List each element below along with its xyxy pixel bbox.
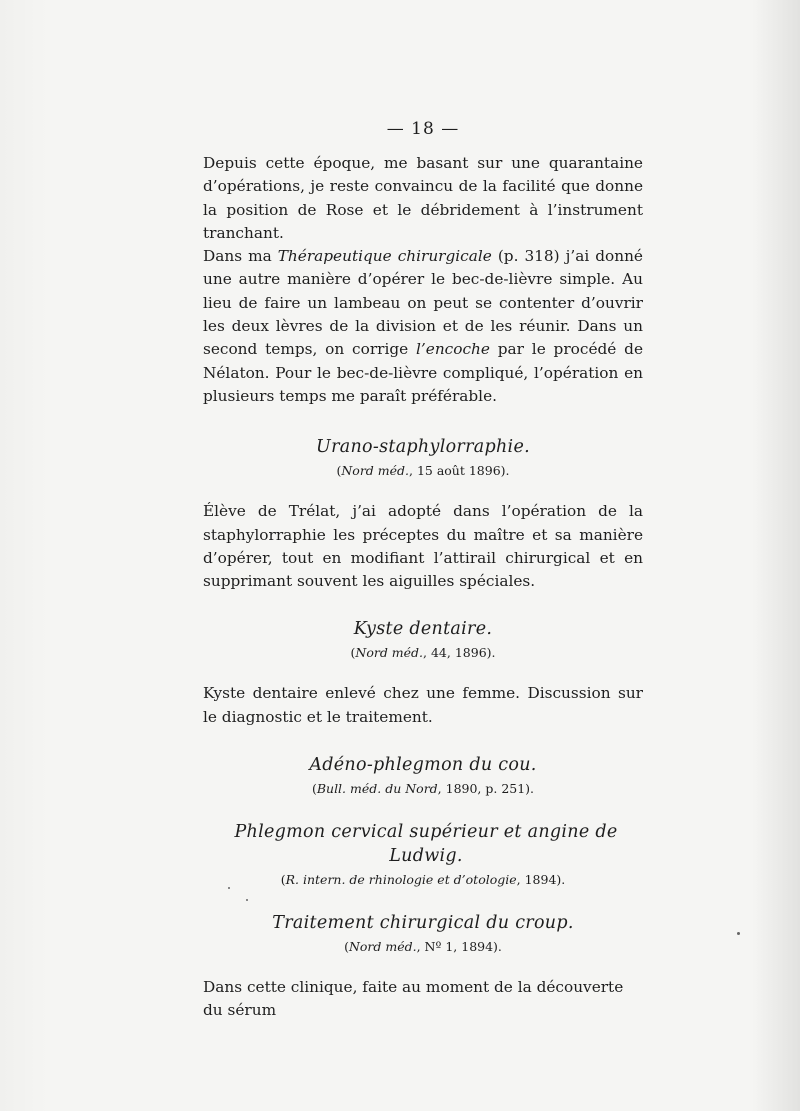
section-heading-urano: Urano-staphylorraphie. (316, 437, 530, 458)
paper-speck (246, 899, 248, 901)
section-heading-phlegmon: Phlegmon cervical supérieur et angine de Ludwig. (234, 822, 618, 867)
ref-open: ( (336, 463, 342, 479)
ref-rest: , 1890, p. 251). (437, 781, 535, 797)
section-body-kyste: Kyste dentaire enlevé chez une femme. Discussion sur le diagnostic et le traitement. (203, 684, 643, 726)
paragraph-operations: Depuis cette époque, me basant sur une quarantaine d’opérations, je reste convaincu de la facilité que donne la position de Rose et le débridement à l’instrument tranchant. (203, 154, 643, 242)
section-ref-urano (203, 462, 643, 480)
para2-book-title: Thérapeutique chirurgicale (277, 247, 492, 266)
section-body-croup: Dans cette clinique, faite au moment de la découverte du sérum (203, 978, 624, 1020)
ref-open: ( (280, 872, 286, 888)
section-ref-phlegmon (203, 871, 643, 889)
paper-speck (228, 887, 230, 889)
ref-rest: , 1894). (516, 872, 566, 888)
para2-mid: (p. 318) j’ai donné une autre manière d’opérer le bec-de-lièvre simple. Au lieu de faire un lambeau on peut se contenter d’ouvrir les deux lèvres de la division et de les réunir. Dans un second temps, on corrige (203, 247, 643, 359)
paper-speck (737, 932, 740, 935)
ref-rest: , 15 août 1896). (409, 463, 510, 479)
ref-journal: Nord méd. (355, 645, 424, 661)
ref-rest: , 44, 1896). (423, 645, 496, 661)
section-heading-croup: Traitement chirurgical du croup. (272, 913, 574, 934)
page-number: — 18 — (386, 119, 460, 139)
section-heading-kyste: Kyste dentaire. (353, 619, 493, 640)
para2-end: par le procédé de Nélaton. Pour le bec-de-lièvre compliqué, l’opération en plusieurs temps me paraît préférable. (203, 340, 644, 405)
section-body-urano: Élève de Trélat, j’ai adopté dans l’opération de la staphylorraphie les préceptes du maître et sa manière d’opérer, tout en modifiant l’attirail chirurgical et en supprimant souvent les aiguilles spéciales. (203, 502, 643, 591)
ref-open: ( (350, 645, 356, 661)
ref-open: ( (344, 939, 349, 955)
ref-journal: Bull. méd. du Nord (316, 781, 438, 797)
ref-journal: Nord méd. (348, 939, 417, 955)
ref-open: ( (311, 781, 317, 797)
ref-journal: Nord méd. (341, 463, 409, 479)
section-ref-croup (203, 938, 643, 956)
section-ref-adeno (203, 780, 643, 798)
paragraph-therapeutique (203, 245, 643, 408)
para2-start: Dans ma (203, 247, 278, 266)
ref-rest: , Nº 1, 1894). (416, 939, 502, 955)
ref-journal: R. intern. de rhinologie et d’otologie (285, 872, 517, 888)
section-heading-adeno: Adéno-phlegmon du cou. (309, 755, 537, 776)
section-ref-kyste (203, 644, 643, 662)
text-column (203, 118, 643, 1023)
para2-encoche: l’encoche (416, 340, 490, 359)
